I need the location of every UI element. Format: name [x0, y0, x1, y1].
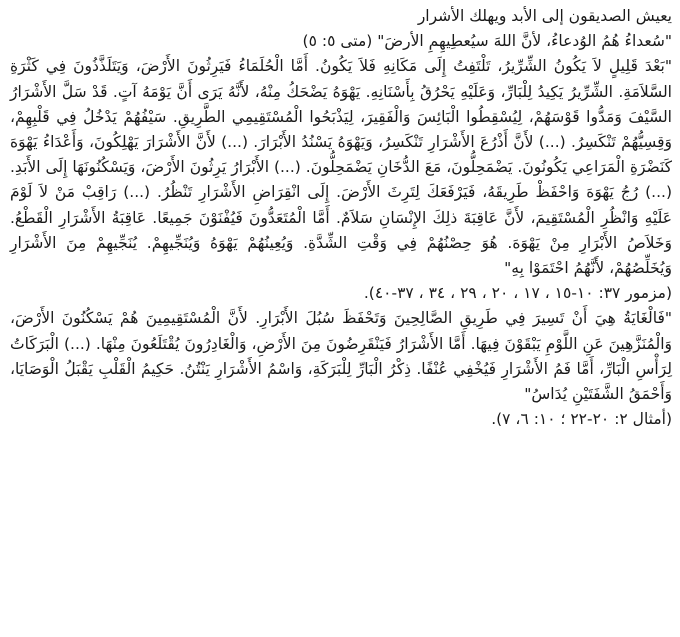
quote-psalm-37: "بَعْدَ قَلِيلٍ لاَ يَكُونُ الشِّرِّيرُ، تَلْتَفِتُ إِلَى مَكَانِهِ فَلاَ يَكُونُ. أَمَّا الْحُلَمَاءُ فَيَرِثُونَ الأَرْضَ، وَيَتَلَذَّذُونَ فِي كَثْرَةِ السَّلاَمَةِ. الشِّرِّيرُ يَكِيدُ لِلْبَارِّ، وَعَلَيْهِ يَحْرُقُ بِأَسْنَانِهِ. يَهْوَهُ يَضْحَكُ مِنْهُ، لأَنَّهُ يَرَى أَنَّ يَوْمَهُ آتٍ. قَدْ سَلَّ الأَشْرَارُ السَّيْفَ وَمَدُّوا قَوْسَهُمْ، لِيُسْقِطُوا الْبَائِسَ وَالْفَقِيرَ، لِيَذْبَحُوا الْمُسْتَقِيمِي الطَّرِيقِ. سَيْفُهُمْ يَدْخُلُ فِي قَلْبِهِمْ، وَقِسِيُّهُمْ تَنْكَسِرُ. (...) لأَنَّ أَذْرُعَ الأَشْرَارِ تَنْكَسِرُ، وَيَهْوَهُ يَسْنُدُ الأَبْرَارَ. (...) لأَنَّ الأَشْرَارَ يَهْلِكُونَ، وَأَعْدَاءُ يَهْوَهَ كَنَضْرَةِ الْمَرَاعِي يَكُونُونَ. يَضْمَحِلُّونَ، مَعَ الدُّخَانِ يَضْمَحِلُّونَ. (...) الأَبْرَارُ يَرِثُونَ الأَرْضَ، وَيَسْكُنُونَهَا إِلَى الأَبَدِ. (...) رُجُ يَهْوَهَ وَاحْفَظْ طَرِيقَهُ، فَيَرْفَعَكَ لِتَرِثَ الأَرْضَ. إِلَى انْقِرَاضِ الأَشْرَارِ تَنْظُرُ. (...) رَاقِبْ مَنْ لاَ لَوْمَ عَلَيْهِ وَانْظُرِ الْمُسْتَقِيمَ، لأَنَّ عَاقِبَةَ ذلِكَ الإِنْسَانِ سَلاَمٌ. أَمَّا الْمُتَعَدُّونَ فَيُفْنَوْنَ جَمِيعًا. عَاقِبَةُ الأَشْرَارِ الْقَطْعُ. وَخَلاَصُ الأَبْرَارِ مِنْ يَهْوَهَ. هُوَ حِصْنُهُمْ فِي وَقْتِ الشِّدَّةِ. وَيُعِينُهُمْ يَهْوَهُ وَيُنَجِّيهِمْ. يُنَجِّيهِمْ مِنَ الأَشْرَارِ وَيُخَلِّصُهُمْ، لأَنَّهُمُ احْتَمَوْا بِهِ" [10, 57, 672, 278]
quote-proverbs: "فَالْغَايَةُ هِيَ أَنْ تَسِيرَ فِي طَرِيقِ الصَّالِحِينَ وَتَحْفَظَ سُبُلَ الأَبْرَارِ. لأَنَّ الْمُسْتَقِيمِينَ هُمْ يَسْكُنُونَ الأَرْضَ، وَالْمُنَزَّهِينَ عَنِ اللَّوْمِ يَبْقَوْنَ فِيهَا. أَمَّا الأَشْرَارُ فَيَنْقَرِضُونَ مِنَ الأَرْضِ، وَالْغَادِرُونَ يُقْتَلَعُونَ مِنْهَا. (...) الْبَرَكَاتُ لِرَأْسِ الْبَارِّ، أَمَّا فَمُ الأَشْرَارِ فَيُخْفِي عُنْفًا. ذِكْرُ الْبَارِّ لِلْبَرَكَةِ، وَاسْمُ الأَشْرَارِ يَنْتُنُ. حَكِيمُ الْقَلْبِ يَقْبَلُ الْوَصَايَا، وَأَحْمَقُ الشَّفَتَيْنِ يُدَاسُ" [10, 309, 672, 404]
reference-proverbs: (أمثال ٢: ٢٠-٢٢ ؛ ١٠: ٦، ٧). [491, 410, 672, 429]
reference-psalm-37: (مزمور ٣٧: ١٠-١٥ ، ١٧ ، ٢٠ ، ٢٩ ، ٣٤ ، ٣٧-٤٠). [363, 284, 672, 303]
quote-matthew: "سُعداءُ هُمُ الوُدعاءُ، لأنَّ اللهَ سيُعطِيهِمِ الأرضَ" (متى ٥: ٥) [302, 32, 672, 51]
page-title: يعيش الصديقون إلى الأبد ويهلك الأشرار [417, 7, 672, 25]
